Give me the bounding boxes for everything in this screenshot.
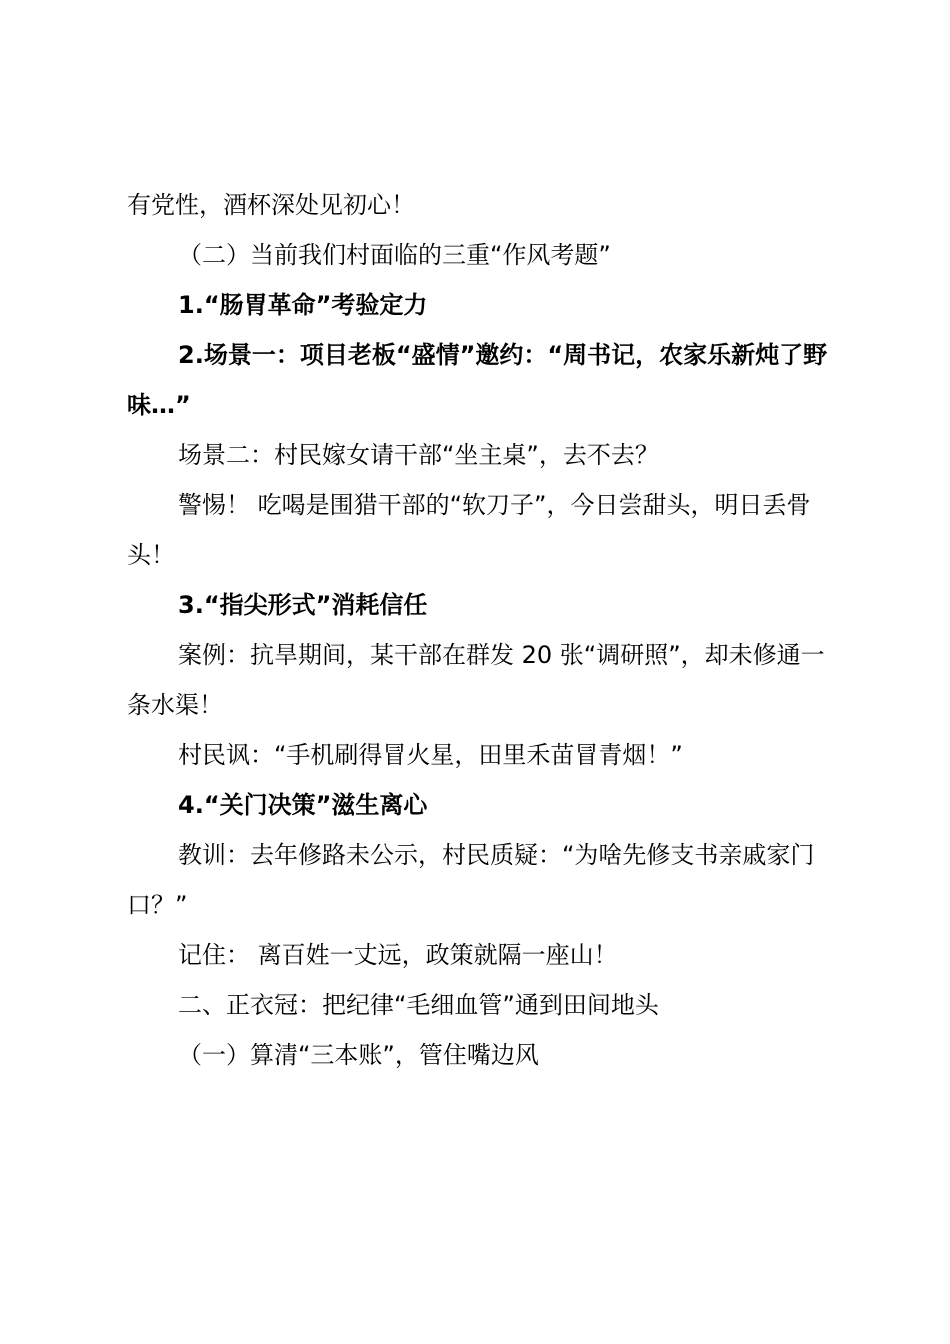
point-heading-3: 3.“指尖形式”消耗信任: [178, 591, 428, 619]
case-paragraph: 案例：抗旱期间，某干部在群发 20 张“调研照”，却未修通一条水渠！: [127, 641, 825, 719]
point-heading-4: 4.“关门决策”滋生离心: [178, 791, 428, 819]
warning-paragraph: 警惕！ 吃喝是围猎干部的“软刀子”，今日尝甜头，明日丢骨头！: [127, 491, 811, 569]
villager-quote-paragraph: 村民讽：“手机刷得冒火星，田里禾苗冒青烟！”: [178, 741, 683, 769]
lesson-paragraph: 教训：去年修路未公示，村民质疑：“为啥先修支书亲戚家门口？”: [127, 841, 815, 919]
section-heading-2: 二、正衣冠：把纪律“毛细血管”通到田间地头: [178, 991, 659, 1019]
point-heading-1: 1.“肠胃革命”考验定力: [178, 291, 428, 319]
point-heading-2: 2.场景一：项目老板“盛情”邀约：“周书记，农家乐新炖了野味…”: [127, 341, 828, 419]
remember-paragraph: 记住： 离百姓一丈远，政策就隔一座山！: [178, 941, 618, 969]
subsection-heading-1: （一）算清“三本账”，管住嘴边风: [178, 1041, 539, 1069]
paragraph-continuation: 有党性，酒杯深处见初心！: [127, 191, 415, 219]
scene-two-paragraph: 场景二：村民嫁女请干部“坐主桌”，去不去？: [178, 441, 659, 469]
subsection-heading-2: （二）当前我们村面临的三重“作风考题”: [178, 241, 611, 269]
